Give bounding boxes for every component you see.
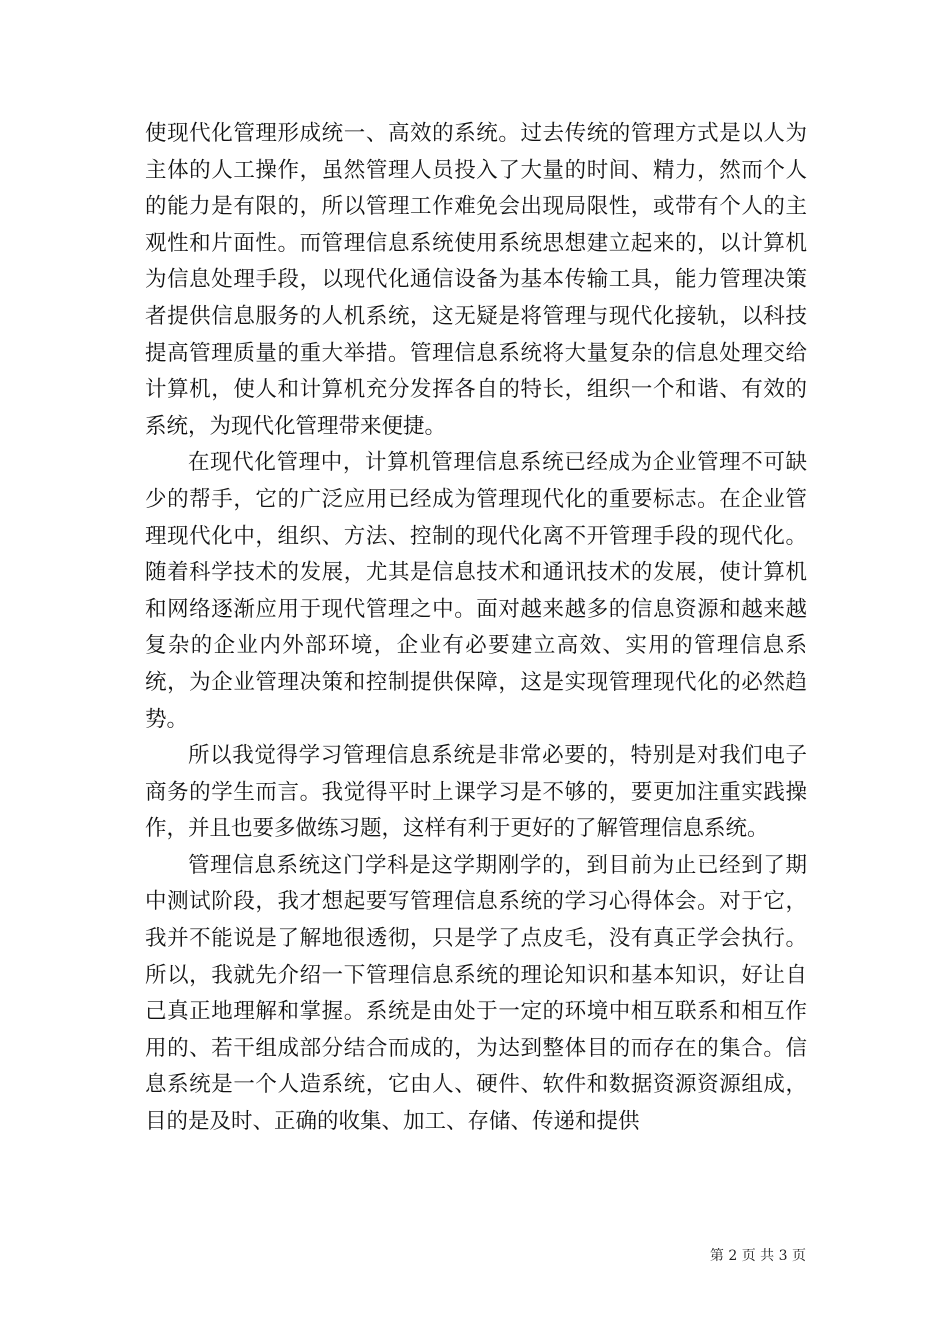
paragraph-3: 所以我觉得学习管理信息系统是非常必要的，特别是对我们电子商务的学生而言。我觉得平时上课学习是不够的，要更加注重实践操作，并且也要多做练习题，这样有利于更好的了解管理信息系统。 xyxy=(145,743,807,842)
document-body xyxy=(145,116,807,1141)
paragraph-4: 管理信息系统这门学科是这学期刚学的，到目前为止已经到了期中测试阶段，我才想起要写管理信息系统的学习心得体会。对于它，我并不能说是了解地很透彻，只是学了点皮毛，没有真正学会执行。所以，我就先介绍一下管理信息系统的理论知识和基本知识，好让自己真正地理解和掌握。系统是由处于一定的环境中相互联系和相互作用的、若干组成部分结合而成的，为达到整体目的而存在的集合。信息系统是一个人造系统，它由人、硬件、软件和数据资源资源组成，目的是及时、正确的收集、加工、存储、传递和提供 xyxy=(145,852,807,1135)
paragraph-1: 使现代化管理形成统一、高效的系统。过去传统的管理方式是以人为主体的人工操作，虽然管理人员投入了大量的时间、精力，然而个人的能力是有限的，所以管理工作难免会出现局限性，或带有个人的主观性和片面性。而管理信息系统使用系统思想建立起来的，以计算机为信息处理手段，以现代化通信设备为基本传输工具，能力管理决策者提供信息服务的人机系统，这无疑是将管理与现代化接轨，以科技提高管理质量的重大举措。管理信息系统将大量复杂的信息处理交给计算机，使人和计算机充分发挥各自的特长，组织一个和谐、有效的系统，为现代化管理带来便捷。 xyxy=(145,121,807,439)
paragraph-2: 在现代化管理中，计算机管理信息系统已经成为企业管理不可缺少的帮手，它的广泛应用已经成为管理现代化的重要标志。在企业管理现代化中，组织、方法、控制的现代化离不开管理手段的现代化。随着科学技术的发展，尤其是信息技术和通讯技术的发展，使计算机和网络逐渐应用于现代管理之中。面对越来越多的信息资源和越来越复杂的企业内外部环境，企业有必要建立高效、实用的管理信息系统，为企业管理决策和控制提供保障，这是实现管理现代化的必然趋势。 xyxy=(145,450,807,732)
page-number: 第 2 页 共 3 页 xyxy=(709,1248,806,1264)
